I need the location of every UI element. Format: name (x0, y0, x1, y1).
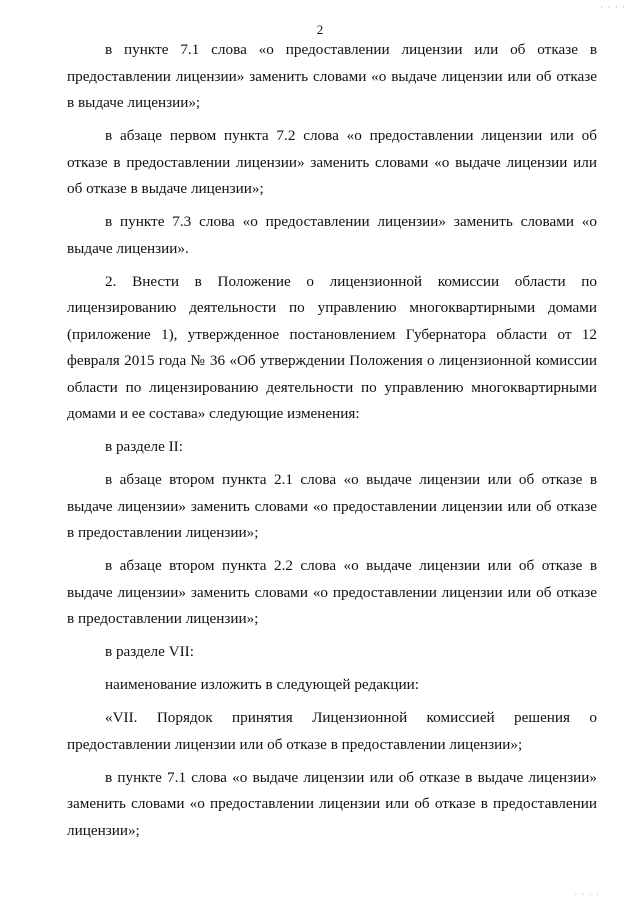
document-body (67, 37, 597, 851)
paragraph-section-vii: в разделе VII: (105, 643, 194, 660)
paragraph-title-instruction: наименование изложить в следующей редакции: (105, 676, 419, 693)
paragraph-item-2-2: в абзаце втором пункта 2.2 слова «о выдаче лицензии или об отказе в выдаче лицензии» заменить словами «о предоставлении лицензии или об отказе в предоставлении лицензии»; (67, 557, 597, 627)
paragraph-vii-item-7-1: в пункте 7.1 слова «о выдаче лицензии или об отказе в выдаче лицензии» заменить словами «о предоставлении лицензии или об отказе в предоставлении лицензии»; (67, 768, 597, 839)
paragraph-item-7-2: в абзаце первом пункта 7.2 слова «о предоставлении лицензии или об отказе в предоставлении лицензии» заменить словами «о выдаче лицензии или об отказе в выдаче лицензии»; (67, 127, 597, 197)
paragraph-new-title: «VII. Порядок принятия Лицензионной комиссией решения о предоставлении лицензии или об отказе в предоставлении лицензии»; (67, 709, 597, 753)
scan-corner-mark: · · · · (600, 2, 626, 12)
paragraph-section-ii: в разделе II: (105, 438, 183, 455)
paragraph-item-7-1: в пункте 7.1 слова «о предоставлении лицензии или об отказе в предоставлении лицензии» заменить словами «о выдаче лицензии или об отказе в выдаче лицензии»; (67, 41, 597, 111)
page-number: 2 (316, 22, 324, 37)
scan-bottom-mark: · · · · (574, 889, 600, 899)
paragraph-section-2: 2. Внести в Положение о лицензионной комиссии области по лицензированию деятельности по управлению многоквартирными домами (приложение 1), утвержденное постановлением Губернатора области от 12 февраля 2015 года № 36 «Об утверждении Положения о лицензионной комиссии области по лицензированию деятельности по управлению многоквартирными домами и ее состава» следующие изменения: (67, 272, 597, 422)
paragraph-item-7-3: в пункте 7.3 слова «о предоставлении лицензии» заменить словами «о выдаче лицензии». (67, 213, 597, 257)
paragraph-item-2-1: в абзаце втором пункта 2.1 слова «о выдаче лицензии или об отказе в выдаче лицензии» заменить словами «о предоставлении лицензии или об отказе в предоставлении лицензии»; (67, 471, 597, 541)
